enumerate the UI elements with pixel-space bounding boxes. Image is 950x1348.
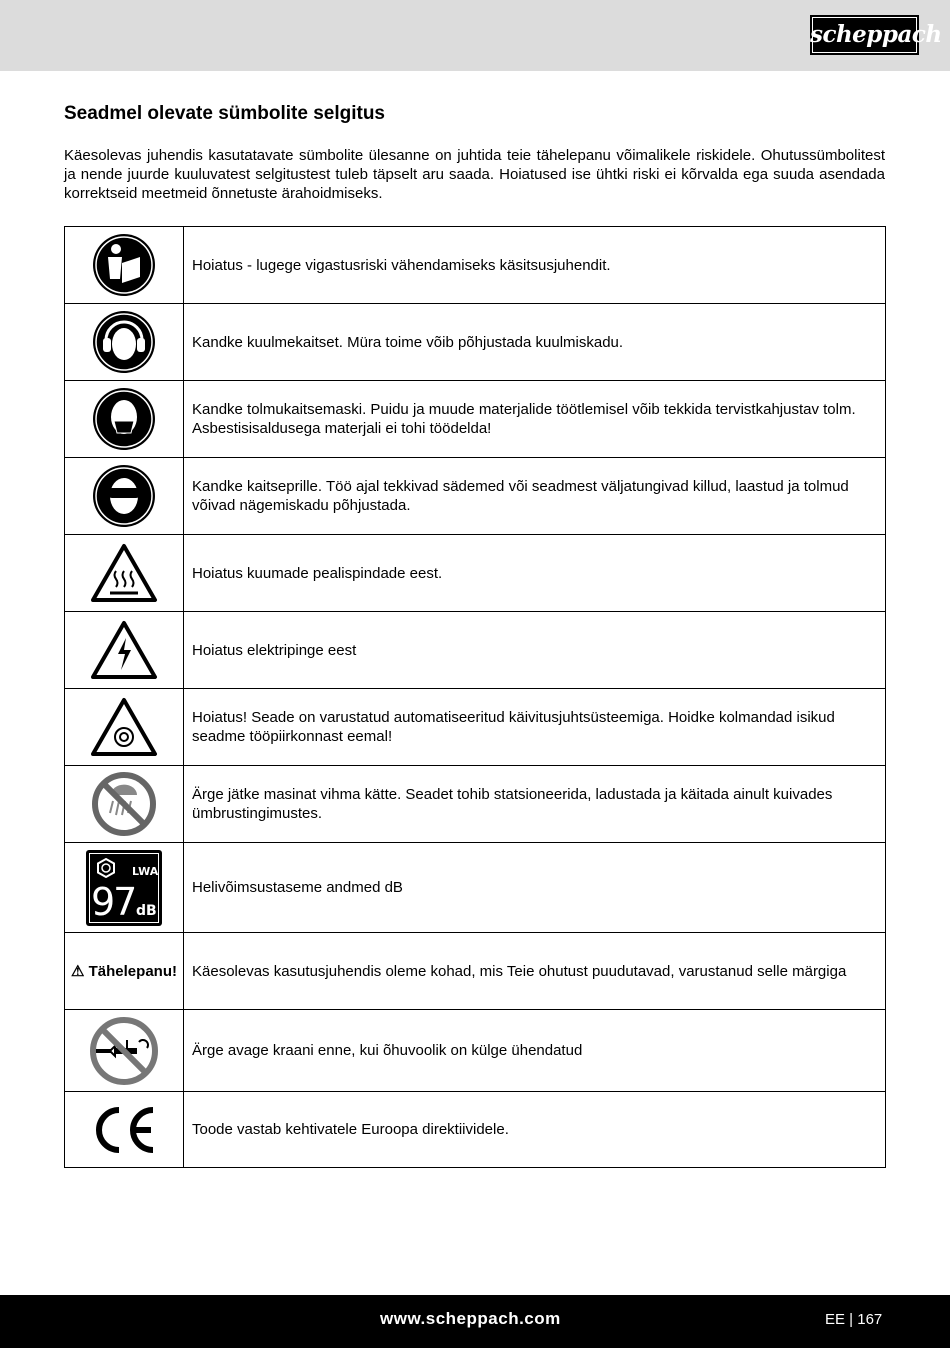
sound-power-icon: [86, 850, 162, 926]
symbol-description: Käesolevas kasutusjuhendis oleme kohad, mis Teie ohutust puudutavad, varustanud selle märgiga: [184, 933, 886, 1010]
ear-protection-icon: [92, 310, 156, 374]
website-link[interactable]: www.scheppach.com: [380, 1309, 561, 1328]
table-row: [65, 458, 886, 535]
symbols-table: [64, 226, 886, 1168]
symbol-description: Ärge avage kraani enne, kui õhuvoolik on külge ühendatud: [184, 1010, 886, 1092]
symbol-description: Ärge jätke masinat vihma kätte. Seadet tohib statsioneerida, ladustada ja käitada ainult kuivades ümbrustingimustes.: [184, 766, 886, 843]
table-row: [65, 933, 886, 1010]
table-row: [65, 381, 886, 458]
table-row: [65, 535, 886, 612]
page-title: Seadmel olevate sümbolite selgitus: [64, 103, 385, 124]
table-row: [65, 1092, 886, 1168]
symbol-description: Kandke kuulmekaitset. Müra toime võib põhjustada kuulmiskadu.: [184, 304, 886, 381]
safety-goggles-icon: [92, 464, 156, 528]
symbol-description: Kandke kaitseprille. Töö ajal tekkivad sädemed või seadmest väljatungivad killud, laastud ja tolmud võivad nägemiskadu põhjustada.: [184, 458, 886, 535]
intro-paragraph: Käesolevas juhendis kasutatavate sümbolite ülesanne on juhtida teie tähelepanu võimalikele riskidele. Ohutussümbolitest ja nende juurde kuuluvatest selgitustest tuleb täpselt aru saada. Hoiatused ise ühtki riski ei kõrvalda ega suuda asendada korrektseid meetmeid õnnetuste ärahoidmiseks.: [64, 147, 885, 202]
symbol-description: Hoiatus - lugege vigastusriski vähendamiseks käsitsusjuhendit.: [184, 227, 886, 304]
electric-voltage-icon: [90, 620, 158, 680]
table-row: [65, 689, 886, 766]
lwa-label: LWA: [132, 864, 159, 878]
table-row: [65, 227, 886, 304]
page-header: [0, 0, 950, 71]
sound-value: 97: [91, 879, 136, 924]
table-row: [65, 1010, 886, 1092]
table-row: [65, 304, 886, 381]
dust-mask-icon: [92, 387, 156, 451]
table-row: [65, 612, 886, 689]
read-manual-icon: [92, 233, 156, 297]
no-open-valve-icon: [89, 1016, 159, 1086]
table-row: [65, 766, 886, 843]
hot-surface-icon: [90, 543, 158, 603]
automatic-start-icon: [90, 697, 158, 757]
table-row: [65, 843, 886, 933]
scheppach-logo: scheppach: [810, 15, 919, 55]
sound-unit: dB: [136, 902, 157, 919]
speaker-icon: [96, 858, 116, 878]
symbol-description: Hoiatus! Seade on varustatud automatiseeritud käivitusjuhtsüsteemiga. Hoidke kolmandad isikud seadme tööpiirkonnast eemal!: [184, 689, 886, 766]
page-footer: [0, 1295, 950, 1348]
symbol-description: Toode vastab kehtivatele Euroopa direktiividele.: [184, 1092, 886, 1168]
symbol-description: Hoiatus kuumade pealispindade eest.: [184, 535, 886, 612]
ce-mark-icon: [91, 1106, 157, 1154]
no-rain-icon: [91, 771, 157, 837]
page-number: EE | 167: [825, 1311, 883, 1328]
symbol-description: Kandke tolmukaitsemaski. Puidu ja muude materjalide töötlemisel võib tekkida tervistkahjustav tolm. Asbestisisaldusega materjali ei tohi töödelda!: [184, 381, 886, 458]
symbol-description: Hoiatus elektripinge eest: [184, 612, 886, 689]
symbol-description: Helivõimsustaseme andmed dB: [184, 843, 886, 933]
attention-label: ⚠ Tähelepanu!: [65, 933, 184, 1010]
